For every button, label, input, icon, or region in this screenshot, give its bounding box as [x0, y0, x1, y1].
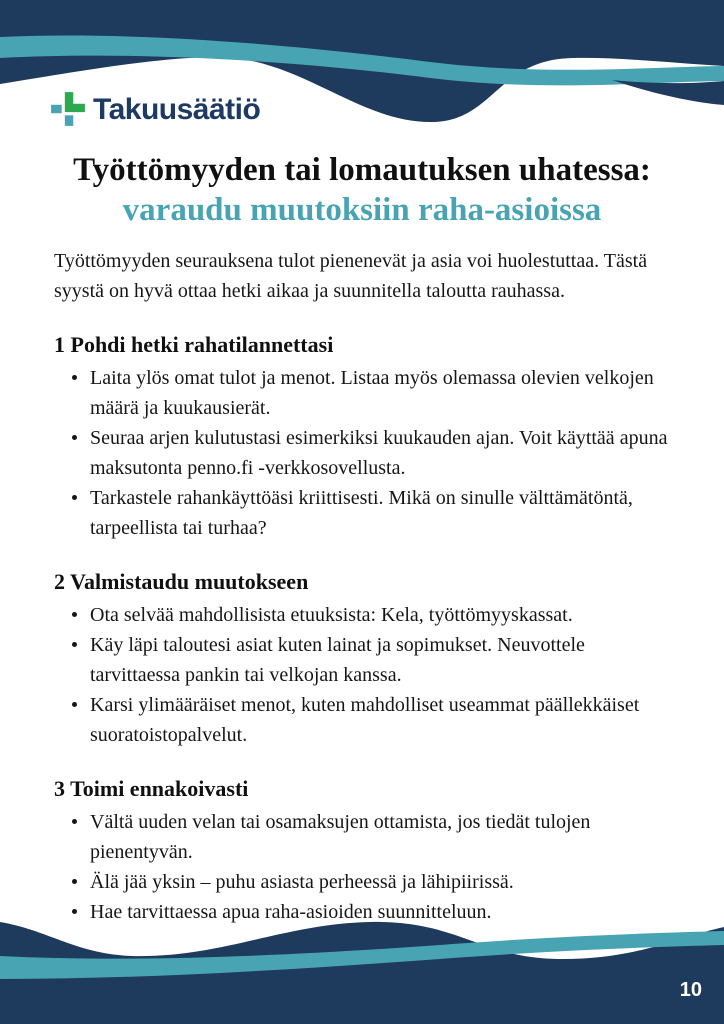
list-item [54, 630, 670, 690]
page-title-line1: Työttömyyden tai lomautuksen uhatessa: [73, 152, 651, 188]
bullet-dot [72, 495, 77, 500]
list-item [54, 483, 670, 543]
bullet-text: Tarkastele rahankäyttöäsi kriittisesti. Mikä on sinulle välttämätöntä, tarpeellista tai turhaa? [90, 487, 633, 539]
section-3-heading: 3 Toimi ennakoivasti [54, 776, 249, 801]
bullet-dot [72, 819, 77, 824]
section-1-heading: 1 Pohdi hetki rahatilannettasi [54, 332, 334, 357]
takuusaatio-logo [50, 90, 260, 128]
list-item [54, 690, 670, 750]
list-item [54, 423, 670, 483]
bullet-text: Hae tarvittaessa apua raha-asioiden suunnitteluun. [90, 901, 492, 923]
list-item [54, 363, 670, 423]
bottom-wave-decoration [0, 888, 724, 1024]
section-2 [54, 568, 670, 750]
page-title-line2: varaudu muutoksiin raha-asioissa [122, 192, 602, 228]
page-content [54, 150, 670, 927]
intro-paragraph: Työttömyyden seurauksena tulot pienenevät ja asia voi huolestuttaa. Tästä syystä on hyvä ottaa hetki aikaa ja suunnitella taloutta rauhassa. [54, 250, 648, 302]
bullet-text: Vältä uuden velan tai osamaksujen ottamista, jos tiedät tulojen pienentyvän. [90, 811, 591, 863]
bullet-dot [72, 435, 77, 440]
bullet-dot [72, 642, 77, 647]
plus-icon [50, 90, 86, 128]
logo-wordmark: Takuusäätiö [93, 93, 261, 126]
bullet-dot [72, 702, 77, 707]
bullet-text: Ota selvää mahdollisista etuuksista: Kela, työttömyyskassat. [90, 604, 573, 626]
bullet-dot [72, 612, 77, 617]
bullet-text: Laita ylös omat tulot ja menot. Listaa myös olemassa olevien velkojen määrä ja kuukausierät. [90, 367, 654, 419]
bullet-text: Älä jää yksin – puhu asiasta perheessä ja lähipiirissä. [90, 871, 514, 893]
section-1 [54, 331, 670, 543]
bullet-dot [72, 879, 77, 884]
bullet-text: Karsi ylimääräiset menot, kuten mahdolliset useammat päällekkäiset suoratoistopalvelut. [90, 694, 640, 746]
bullet-text: Käy läpi taloutesi asiat kuten lainat ja sopimukset. Neuvottele tarvittaessa pankin tai velkojan kanssa. [90, 634, 585, 686]
list-item [54, 600, 670, 630]
section-1-bullet-list [54, 363, 670, 543]
bullet-dot [72, 375, 77, 380]
page-number: 10 [679, 979, 702, 1001]
page-title [54, 150, 670, 230]
section-2-heading: 2 Valmistaudu muutokseen [54, 569, 309, 594]
list-item [54, 807, 670, 867]
bullet-text: Seuraa arjen kulutustasi esimerkiksi kuukauden ajan. Voit käyttää apuna maksutonta penno.fi -verkkosovellusta. [90, 427, 668, 479]
section-2-bullet-list [54, 600, 670, 750]
